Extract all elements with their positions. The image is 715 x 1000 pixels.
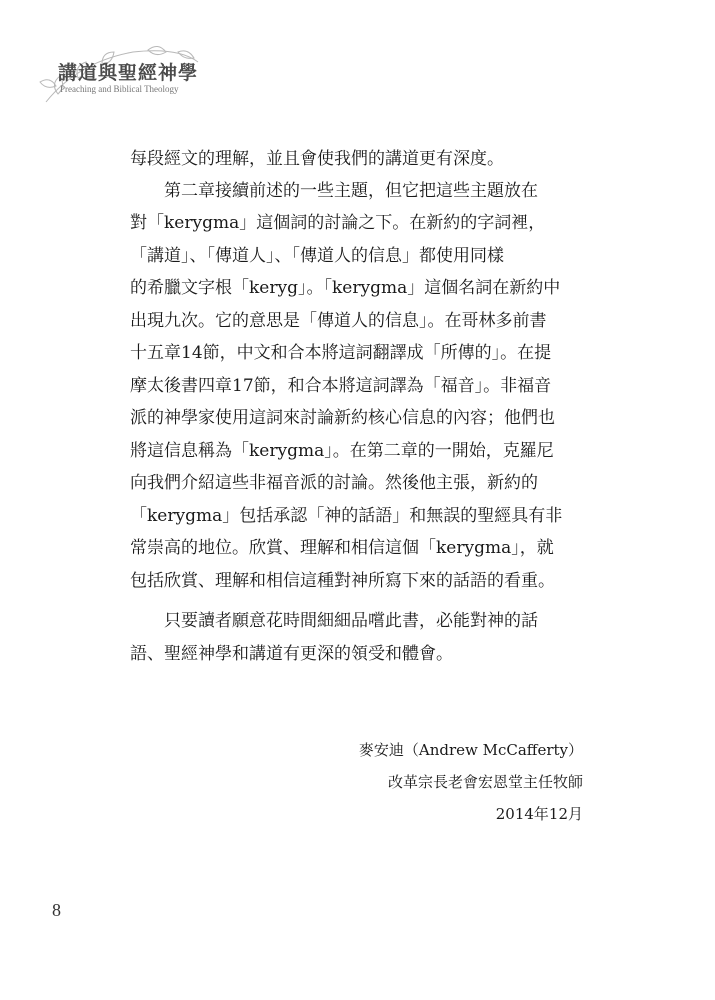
body-line: 常崇高的地位。欣賞、理解和相信這個「kerygma」，就 — [130, 538, 554, 558]
body-line: 出現九次。它的意思是「傳道人的信息」。在哥林多前書 — [130, 311, 547, 331]
author-title: 改革宗長老會宏恩堂主任牧師 — [387, 773, 583, 791]
body-line: 語、聖經神學和講道有更深的領受和體會。 — [130, 644, 453, 664]
body-line: 派的神學家使用這詞來討論新約核心信息的內容；他們也 — [130, 408, 555, 428]
body-line: 對「kerygma」這個詞的討論之下。在新約的字詞裡， — [130, 213, 546, 233]
body-line: 只要讀者願意花時間細細品嚐此書，必能對神的話 — [130, 611, 538, 631]
body-line: 第二章接續前述的一些主題，但它把這些主題放在 — [130, 181, 538, 201]
page-number: 8 — [52, 900, 61, 920]
body-line: 十五章14節，中文和合本將這詞翻譯成「所傳的」。在提 — [130, 343, 552, 363]
body-line: 向我們介紹這些非福音派的討論。然後他主張，新約的 — [130, 473, 538, 493]
header-subtitle: Preaching and Biblical Theology — [60, 84, 179, 94]
author-name: 麥安迪（Andrew McCafferty） — [358, 741, 583, 759]
body-line: 包括欣賞、理解和相信這種對神所寫下來的話語的看重。 — [130, 571, 555, 591]
running-header — [38, 42, 208, 112]
body-line: 將這信息稱為「kerygma」。在第二章的一開始，克羅尼 — [130, 441, 554, 461]
body-line: 的希臘文字根「keryg」。「kerygma」這個名詞在新約中 — [130, 278, 561, 298]
body-line: 摩太後書四章17節，和合本將這詞譯為「福音」。非福音 — [130, 376, 552, 396]
header-title: 講道與聖經神學 — [58, 62, 199, 84]
body-line: 「kerygma」包括承認「神的話語」和無誤的聖經具有非 — [130, 506, 563, 526]
preface-date: 2014年12月 — [495, 805, 583, 823]
body-line: 「講道」、「傳道人」、「傳道人的信息」都使用同樣 — [130, 246, 504, 266]
body-line: 每段經文的理解，並且會使我們的講道更有深度。 — [130, 149, 504, 169]
